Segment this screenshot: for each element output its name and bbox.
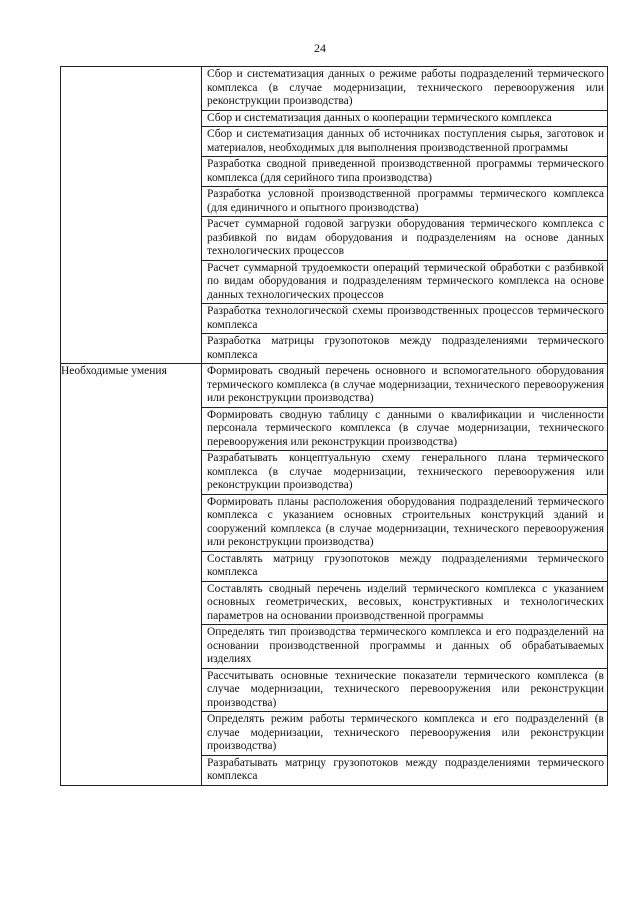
list-item: Определять тип производства термического комплекса и его подразделений на основании производственной программы и данных об обрабатываемых изделиях: [202, 625, 607, 669]
table-row-knowledge-actions: [61, 67, 608, 364]
list-item: Расчет суммарной трудоемкости операций термической обработки с разбивкой по видам оборудования и подразделениям термического комплекса на основе данных технологических процессов: [202, 261, 607, 305]
list-item: Формировать сводный перечень основного и вспомогательного оборудования термического комплекса (в случае модернизации, технического перевооружения или реконструкции производства): [202, 364, 607, 408]
list-item: Сбор и систематизация данных об источниках поступления сырья, заготовок и материалов, необходимых для выполнения производственной программы: [202, 127, 607, 157]
row-label-empty: [61, 67, 202, 364]
list-item: Расчет суммарной годовой загрузки оборудования термического комплекса с разбивкой по видам оборудования и подразделениям на основе данных технологических процессов: [202, 217, 607, 261]
list-item: Разработка технологической схемы производственных процессов термического комплекса: [202, 304, 607, 334]
list-item: Разрабатывать матрицу грузопотоков между подразделениями термического комплекса: [207, 756, 604, 782]
table-row-required-skills: [61, 364, 608, 786]
requirements-table: [60, 66, 608, 786]
list-item: Рассчитывать основные технические показатели термического комплекса (в случае модернизации, технического перевооружения или реконструкции производства): [202, 669, 607, 713]
list-item: Разработка условной производственной программы термического комплекса (для единичного и опытного производства): [202, 187, 607, 217]
list-item: Сбор и систематизация данных о кооперации термического комплекса: [202, 111, 607, 128]
page-number: 24: [314, 41, 326, 55]
list-item: Разработка сводной приведенной производственной программы термического комплекса (для серийного типа производства): [202, 157, 607, 187]
list-item: Формировать сводную таблицу с данными о квалификации и численности персонала термического комплекса (в случае модернизации, технического перевооружения или реконструкции производства): [202, 408, 607, 452]
items-cell: [202, 67, 608, 364]
list-item: Составлять сводный перечень изделий термического комплекса с указанием основных геометрических, весовых, конструктивных и технологических параметров на основании производственной программы: [202, 582, 607, 626]
list-item: Формировать планы расположения оборудования подразделений термического комплекса с указанием основных строительных конструкций зданий и сооружений комплекса (в случае модернизации, технического перевооружения или реконструкции производства): [202, 495, 607, 552]
list-item: Разрабатывать концептуальную схему генерального плана термического комплекса (в случае модернизации, технического перевооружения или реконструкции производства): [202, 451, 607, 495]
list-item: Сбор и систематизация данных о режиме работы подразделений термического комплекса (в случае модернизации, технического перевооружения или реконструкции производства): [202, 67, 607, 111]
list-item: Разработка матрицы грузопотоков между подразделениями термического комплекса: [207, 335, 604, 361]
list-item: Составлять матрицу грузопотоков между подразделениями термического комплекса: [202, 552, 607, 582]
list-item: Определять режим работы термического комплекса и его подразделений (в случае модернизации, технического перевооружения или реконструкции производства): [202, 712, 607, 756]
items-cell: [202, 364, 608, 786]
row-label-required-skills: Необходимые умения: [61, 364, 202, 786]
